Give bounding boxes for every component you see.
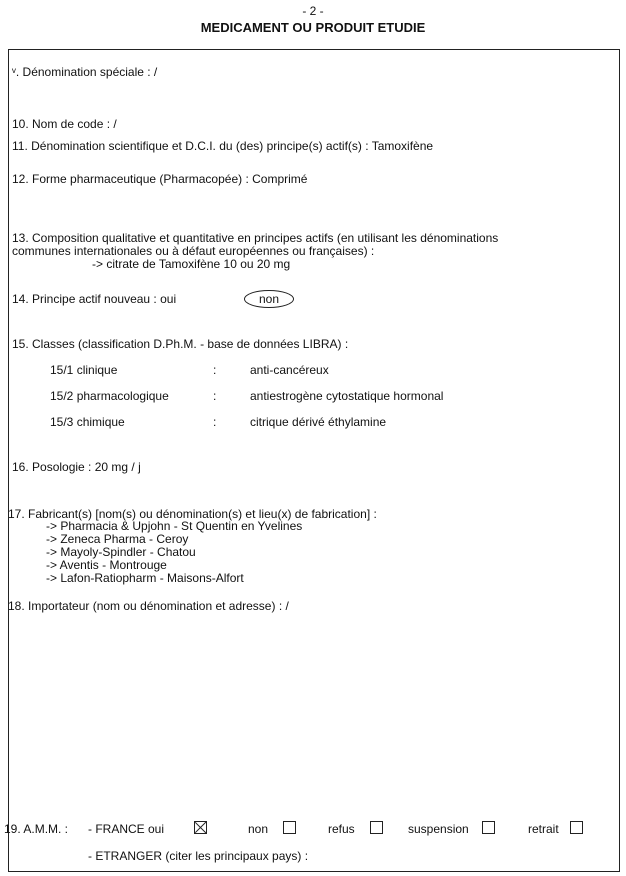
field-importateur: 18. Importateur (nom ou dénomination et adresse) : / — [8, 599, 289, 613]
amm-option-label: non — [248, 822, 269, 836]
field-posologie: 16. Posologie : 20 mg / j — [12, 460, 141, 474]
field-dci: 11. Dénomination scientifique et D.C.I. du (des) principe(s) actif(s) : Tamoxifène — [12, 139, 434, 153]
class-row-value: citrique dérivé éthylamine — [250, 415, 387, 429]
class-row-label: 15/2 pharmacologique — [50, 389, 169, 403]
field-composition-line2: communes internationales ou à défaut européennes ou françaises) : — [12, 244, 375, 258]
field-composition-line1: 13. Composition qualitative et quantitative en principes actifs (en utilisant les dénominations — [12, 231, 499, 245]
class-row-separator: : — [213, 363, 217, 377]
class-row-label: 15/1 clinique — [50, 363, 118, 377]
field-nom-de-code: 10. Nom de code : / — [12, 117, 117, 131]
amm-oui-checkbox[interactable] — [194, 821, 207, 834]
amm-etranger-label: - ETRANGER (citer les principaux pays) : — [88, 849, 309, 863]
manufacturer-item: -> Pharmacia & Upjohn - St Quentin en Yvelines — [46, 519, 303, 533]
field-classes: 15. Classes (classification D.Ph.M. - base de données LIBRA) : — [12, 337, 349, 351]
amm-option-label: refus — [328, 822, 355, 836]
field-fabricants: 17. Fabricant(s) [nom(s) ou dénomination(s) et lieu(x) de fabrication] : — [8, 507, 377, 521]
field-denomination-speciale: ᵛ. Dénomination spéciale : / — [12, 65, 158, 79]
manufacturer-item: -> Zeneca Pharma - Ceroy — [46, 532, 189, 546]
class-row-value: anti-cancéreux — [250, 363, 329, 377]
class-row-separator: : — [213, 415, 217, 429]
amm-france-oui-label: - FRANCE oui — [88, 822, 165, 836]
field-principe-actif-nouveau: 14. Principe actif nouveau : oui — [12, 292, 177, 306]
manufacturer-item: -> Lafon-Ratiopharm - Maisons-Alfort — [46, 571, 244, 585]
field-amm: 19. A.M.M. : — [4, 822, 69, 836]
amm-refus-checkbox[interactable] — [370, 821, 383, 834]
selected-answer-non: non — [244, 290, 294, 308]
page-number: - 2 - — [302, 4, 324, 18]
amm-option-label: retrait — [528, 822, 559, 836]
manufacturer-item: -> Mayoly-Spindler - Chatou — [46, 545, 196, 559]
field-forme-pharmaceutique: 12. Forme pharmaceutique (Pharmacopée) : Comprimé — [12, 172, 308, 186]
manufacturer-item: -> Aventis - Montrouge — [46, 558, 167, 572]
amm-retrait-checkbox[interactable] — [570, 821, 583, 834]
amm-suspension-checkbox[interactable] — [482, 821, 495, 834]
field-composition-line3: -> citrate de Tamoxifène 10 ou 20 mg — [92, 257, 291, 271]
class-row-label: 15/3 chimique — [50, 415, 125, 429]
page-title: MEDICAMENT OU PRODUIT ETUDIE — [200, 20, 426, 35]
class-row-separator: : — [213, 389, 217, 403]
amm-option-label: suspension — [408, 822, 469, 836]
amm-non-checkbox[interactable] — [283, 821, 296, 834]
class-row-value: antiestrogène cytostatique hormonal — [250, 389, 444, 403]
